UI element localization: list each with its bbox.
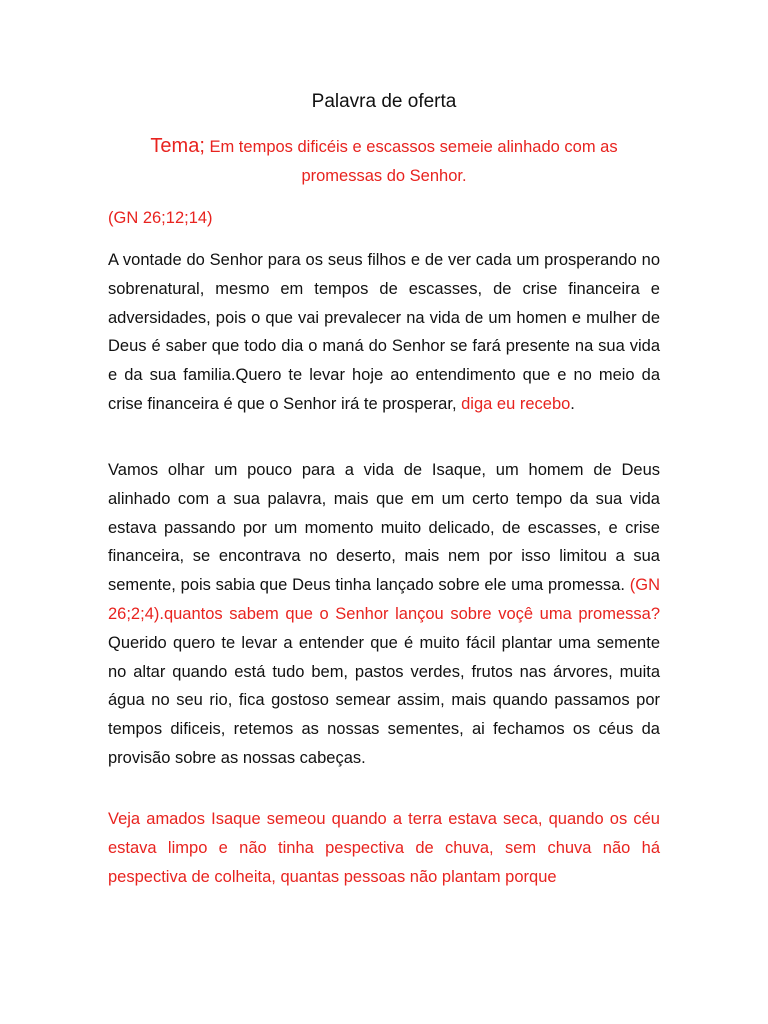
paragraph-2 [108,456,660,773]
paragraph-1-text: A vontade do Senhor para os seus filhos e de ver cada um prosperando no sobrenatural, mesmo em tempos de escasses, de crise financeira e adversidades, pois o que vai prevalecer na vida de um homen e mulher de Deus é saber que todo dia o maná do Senhor se fará presente na sua vida e da sua familia.Quero te levar hoje ao entendimento que e no meio da crise financeira é que o Senhor irá te prosperar, [108,251,660,413]
paragraph-1 [108,246,660,419]
tema-label: Tema; [150,135,205,157]
paragraph-2-highlight: (GN 26;2;4).quantos sabem que o Senhor lançou sobre voçê uma promessa? [108,576,660,623]
paragraph-3: Veja amados Isaque semeou quando a terra estava seca, quando os céu estava limpo e não tinha pespectiva de chuva, sem chuva não há pespectiva de colheita, quantas pessoas não plantam porque [108,810,660,886]
paragraph-1-highlight: diga eu recebo [461,394,571,413]
paragraph-2-text-1: Vamos olhar um pouco para a vida de Isaque, um homem de Deus alinhado com a sua palavra, mais que em um certo tempo da sua vida estava passando por um momento muito delicado, de escasses, e crise financeira, se encontrava no deserto, mais nem por isso limitou a sua semente, pois sabia que Deus tinha lançado sobre ele uma promessa. [108,461,660,595]
document-title: Palavra de oferta [311,91,457,112]
paragraph-2-text-2: Querido quero te levar a entender que é muito fácil plantar uma semente no altar quando está tudo bem, pastos verdes, frutos nas árvores, muita água no seu rio, fica gostoso semear assim, mais quando passamos por tempos dificeis, retemos as nossas sementes, ai fechamos os céus da provisão sobre as nossas cabeças. [108,633,660,767]
tema-text: Em tempos dificéis e escassos semeie alinhado com as promessas do Senhor. [204,138,618,185]
paragraph-1-end: . [570,394,575,413]
bible-reference: (GN 26;12;14) [108,209,213,227]
tema-line [120,132,648,191]
